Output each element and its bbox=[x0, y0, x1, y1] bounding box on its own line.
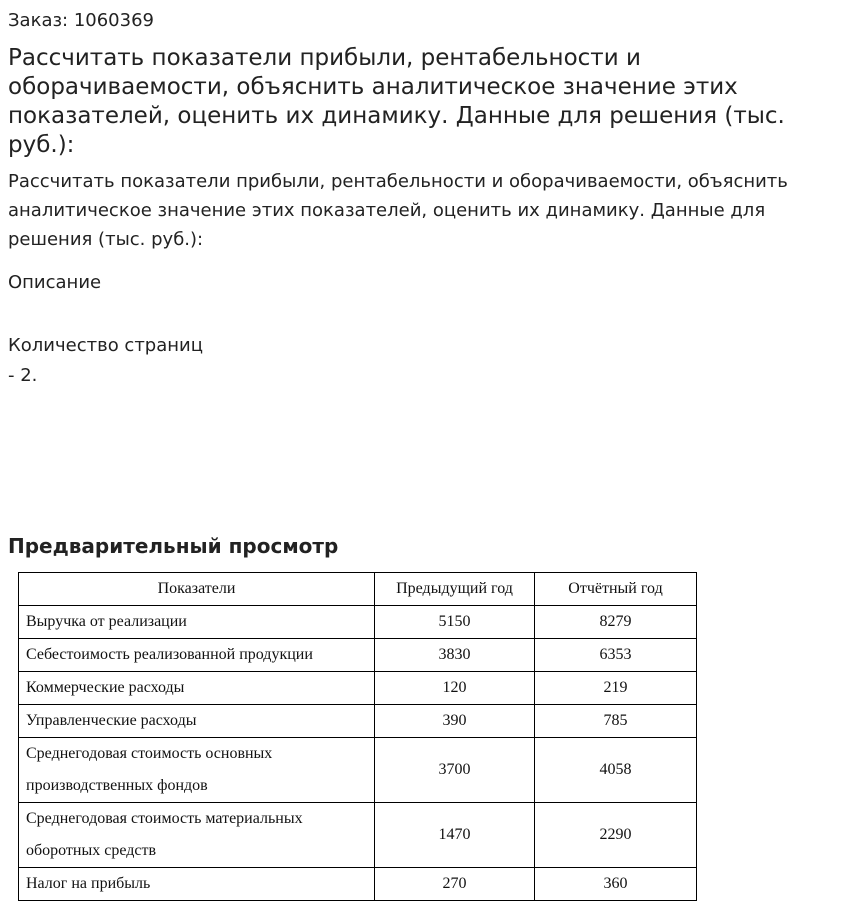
row-previous-value: 3830 bbox=[375, 639, 535, 672]
row-name: Среднегодовая стоимость материальных оборотных средств bbox=[19, 803, 375, 868]
row-previous-value: 5150 bbox=[375, 606, 535, 639]
page-count-label: Количество страниц bbox=[8, 335, 203, 356]
page-title: Рассчитать показатели прибыли, рентабельности и оборачиваемости, объяснить аналитическое значение этих показателей, оценить их динамику. Данные для решения (тыс. руб.): bbox=[8, 45, 785, 158]
row-name: Выручка от реализации bbox=[19, 606, 375, 639]
row-reporting-value: 2290 bbox=[535, 803, 697, 868]
row-reporting-value: 219 bbox=[535, 672, 697, 705]
column-header-reporting-year: Отчётный год bbox=[535, 573, 697, 606]
row-reporting-value: 360 bbox=[535, 868, 697, 901]
row-previous-value: 3700 bbox=[375, 738, 535, 803]
preview-data-table bbox=[18, 572, 697, 901]
table-row bbox=[19, 606, 697, 639]
row-name: Среднегодовая стоимость основных производственных фондов bbox=[19, 738, 375, 803]
row-previous-value: 390 bbox=[375, 705, 535, 738]
column-header-previous-year: Предыдущий год bbox=[375, 573, 535, 606]
description-heading: Описание bbox=[8, 272, 102, 293]
row-previous-value: 120 bbox=[375, 672, 535, 705]
table-row bbox=[19, 868, 697, 901]
row-previous-value: 1470 bbox=[375, 803, 535, 868]
preview-heading: Предварительный просмотр bbox=[8, 534, 339, 558]
row-name: Себестоимость реализованной продукции bbox=[19, 639, 375, 672]
table-row bbox=[19, 705, 697, 738]
row-reporting-value: 4058 bbox=[535, 738, 697, 803]
row-previous-value: 270 bbox=[375, 868, 535, 901]
row-reporting-value: 6353 bbox=[535, 639, 697, 672]
row-name: Коммерческие расходы bbox=[19, 672, 375, 705]
column-header-indicator: Показатели bbox=[19, 573, 375, 606]
order-description: Рассчитать показатели прибыли, рентабельности и оборачиваемости, объяснить аналитическое значение этих показателей, оценить их динамику. Данные для решения (тыс. руб.): bbox=[8, 171, 788, 250]
page-count-value: - 2. bbox=[8, 365, 38, 386]
row-reporting-value: 8279 bbox=[535, 606, 697, 639]
table-row bbox=[19, 672, 697, 705]
order-number: Заказ: 1060369 bbox=[8, 10, 154, 31]
table-row bbox=[19, 639, 697, 672]
table-row bbox=[19, 803, 697, 868]
row-name: Налог на прибыль bbox=[19, 868, 375, 901]
row-name: Управленческие расходы bbox=[19, 705, 375, 738]
table-row bbox=[19, 738, 697, 803]
table-header-row bbox=[19, 573, 697, 606]
order-page bbox=[8, 8, 838, 389]
row-reporting-value: 785 bbox=[535, 705, 697, 738]
